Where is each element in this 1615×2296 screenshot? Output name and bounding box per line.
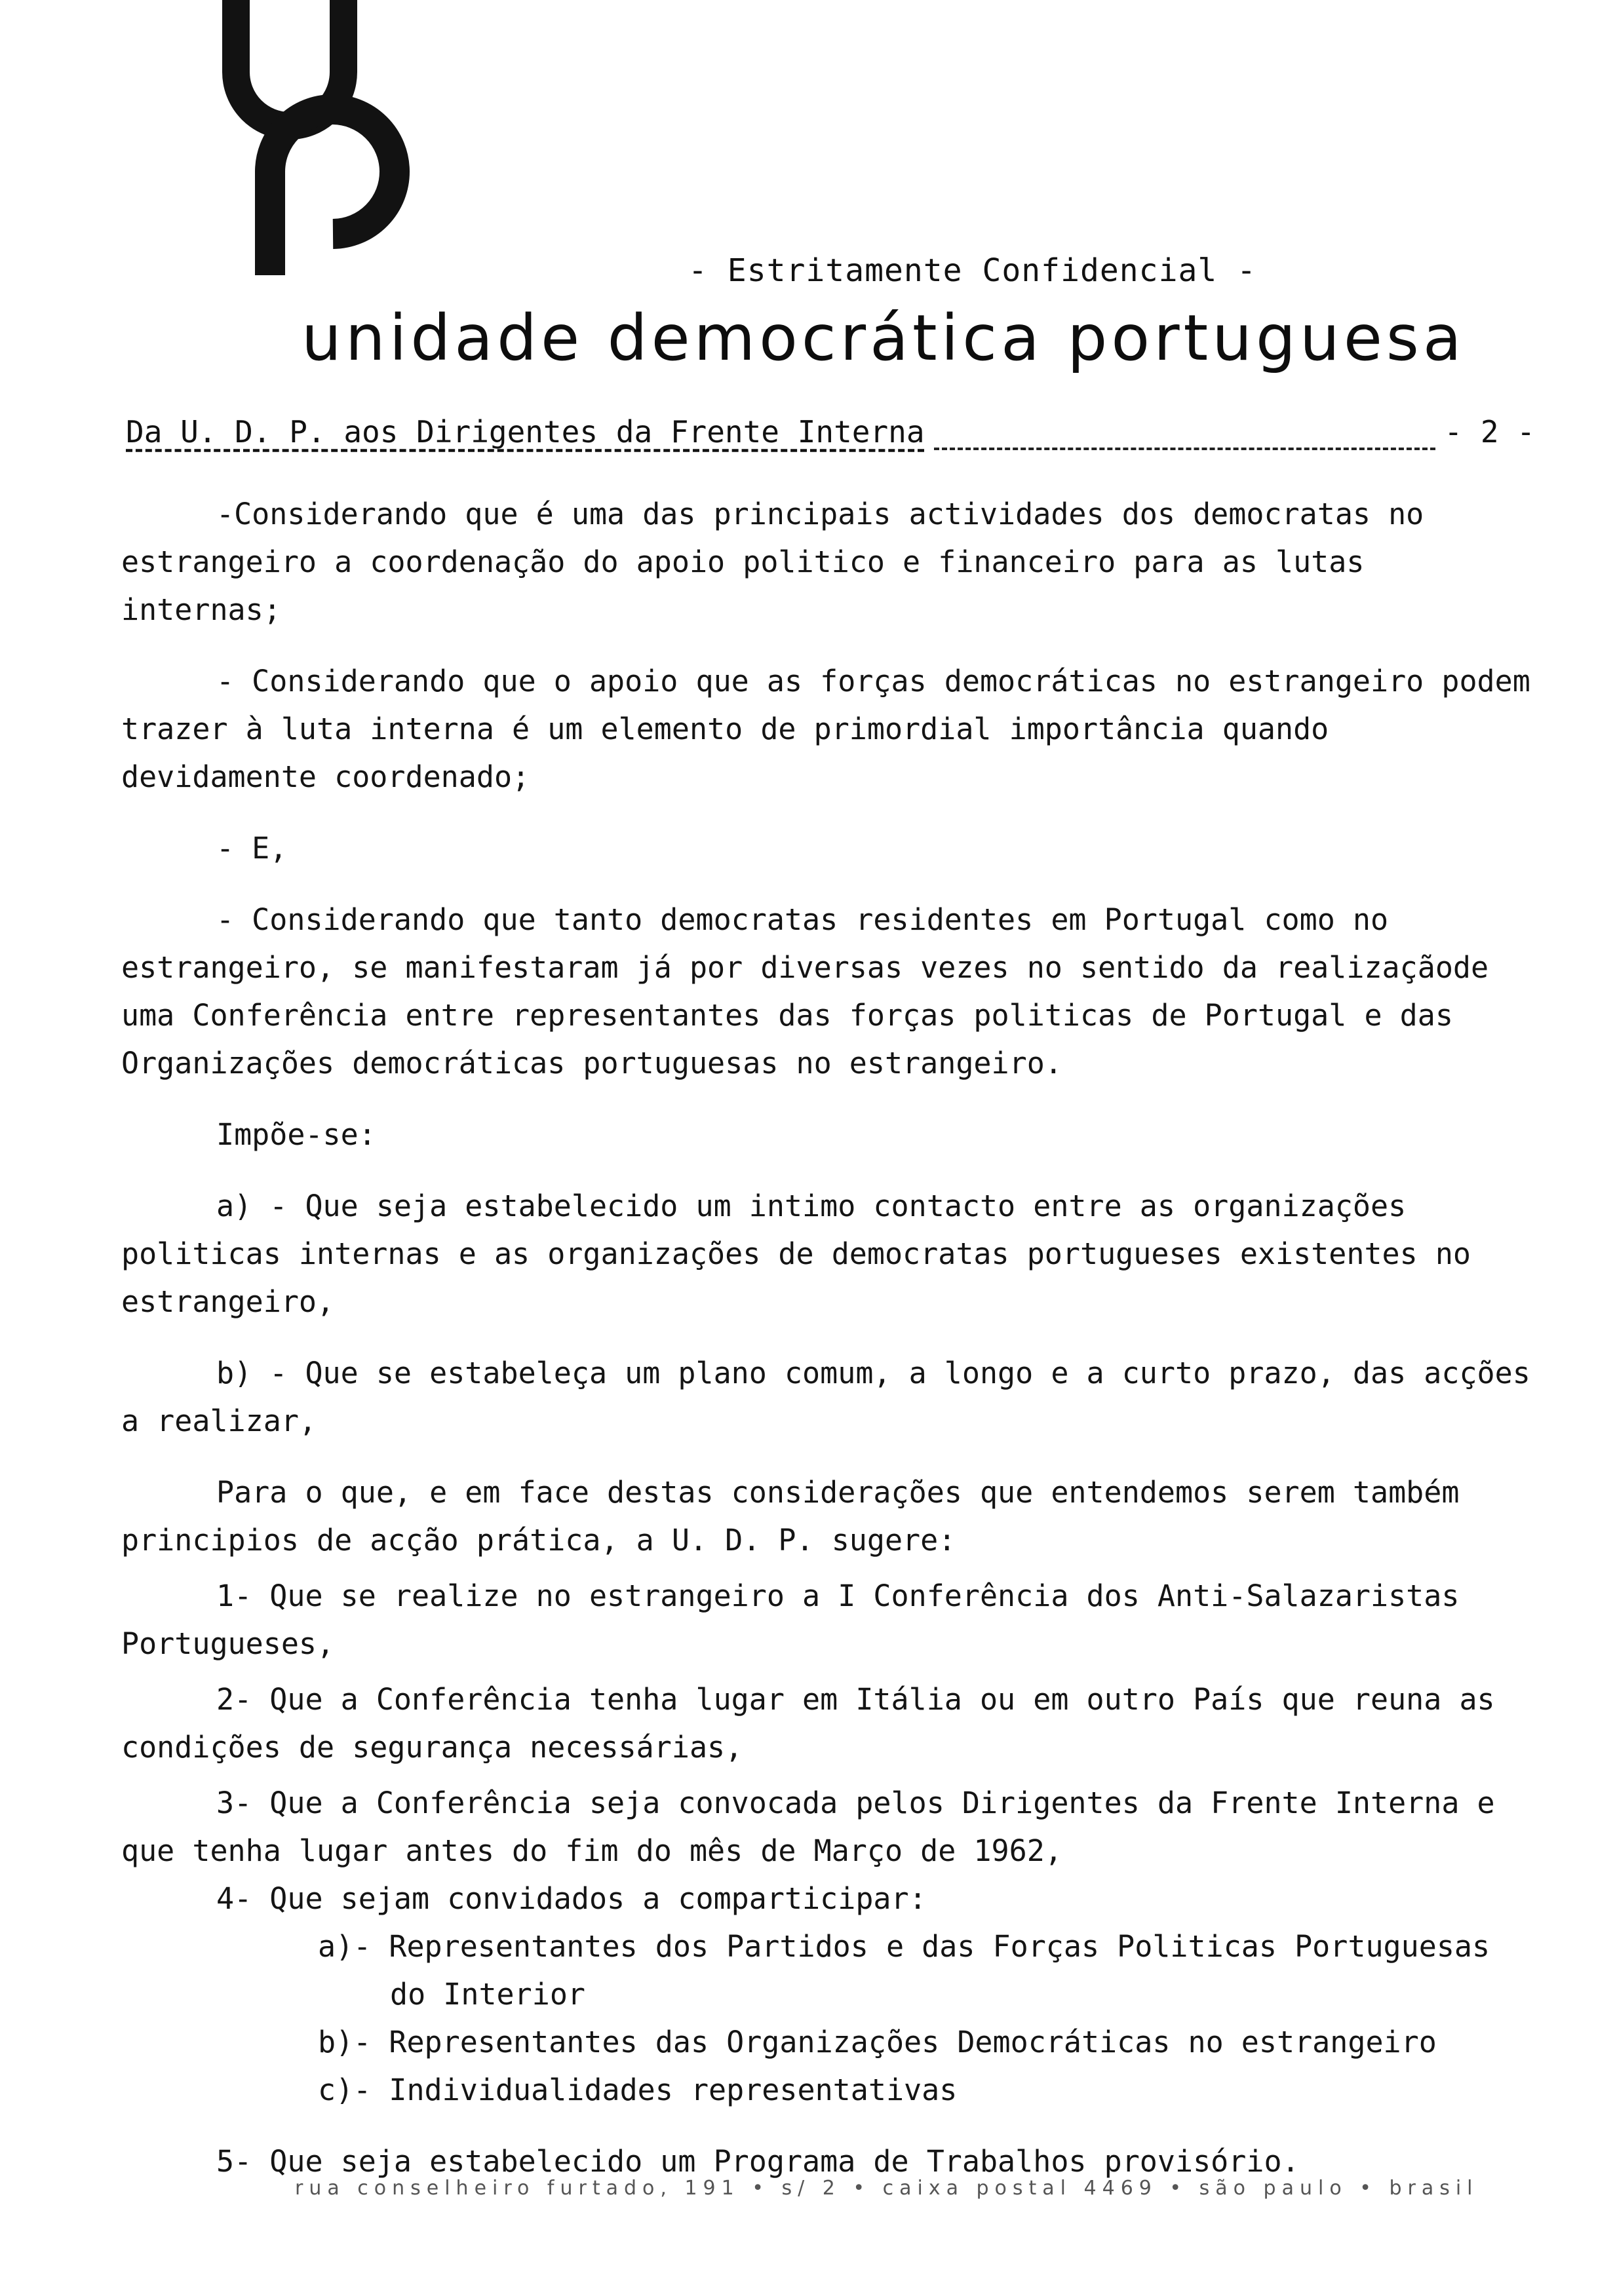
reference-line (126, 414, 1535, 450)
list-item-4b: b)- Representantes das Organizações Democráticas no estrangeiro (318, 2025, 1437, 2059)
confidential-note: - Estritamente Confidencial - (688, 252, 1257, 289)
list-item-4: 4- Que sejam convidados a comparticipar: (216, 1881, 927, 1916)
organization-name: unidade democrática portuguesa (302, 301, 1466, 375)
paragraph-considering-support: - Considerando que o apoio que as forças democráticas no estrangeiro podem trazer à luta interna é um elemento de primordial importância quando devidamente coordenado; (121, 664, 1530, 794)
reference-title: Da U. D. P. aos Dirigentes da Frente Interna (126, 414, 925, 450)
paragraph-and: - E, (216, 831, 288, 866)
paragraph-imposes: Impõe-se: (216, 1117, 376, 1152)
list-item-1: 1- Que se realize no estrangeiro a I Conferência dos Anti-Salazaristas Portugueses, (121, 1578, 1460, 1661)
list-item-4c: c)- Individualidades representativas (318, 2073, 958, 2107)
paragraph-suggests: Para o que, e em face destas considerações que entendemos serem também principios de acção prática, a U. D. P. sugere: (121, 1475, 1460, 1558)
list-item-2: 2- Que a Conferência tenha lugar em Itália ou em outro País que reuna as condições de segurança necessárias, (121, 1682, 1495, 1765)
list-item-3: 3- Que a Conferência seja convocada pelos Dirigentes da Frente Interna e que tenha lugar antes do fim do mês de Março de 1962, (121, 1786, 1495, 1868)
udp-logo (222, 0, 438, 275)
point-b: b) - Que se estabeleça um plano comum, a longo e a curto prazo, das acções a realizar, (121, 1356, 1530, 1438)
list-item-4a: a)- Representantes dos Partidos e das Forças Politicas Portuguesas do Interior (318, 1929, 1490, 2012)
footer-address: rua conselheiro furtado, 191 • s/ 2 • caixa postal 4469 • são paulo • brasil (295, 2177, 1479, 2200)
page-number: - 2 - (1444, 414, 1535, 450)
letter-body (121, 490, 1530, 2185)
dashed-rule (934, 448, 1435, 450)
paragraph-considering-conference: - Considerando que tanto democratas residentes em Portugal como no estrangeiro, se manifestaram já por diversas vezes no sentido da realizaçãode uma Conferência entre representantes das forças politicas de Portugal e das Organizações democráticas portuguesas no estrangeiro. (121, 902, 1489, 1081)
point-a: a) - Que seja estabelecido um intimo contacto entre as organizações politicas internas e as organizações de democratas portugueses existentes no estrangeiro, (121, 1189, 1471, 1319)
paragraph-considering-coordination: -Considerando que é uma das principais actividades dos democratas no estrangeiro a coordenação do apoio politico e financeiro para as lutas internas; (121, 497, 1424, 627)
list-item-5: 5- Que seja estabelecido um Programa de Trabalhos provisório. (216, 2144, 1300, 2179)
